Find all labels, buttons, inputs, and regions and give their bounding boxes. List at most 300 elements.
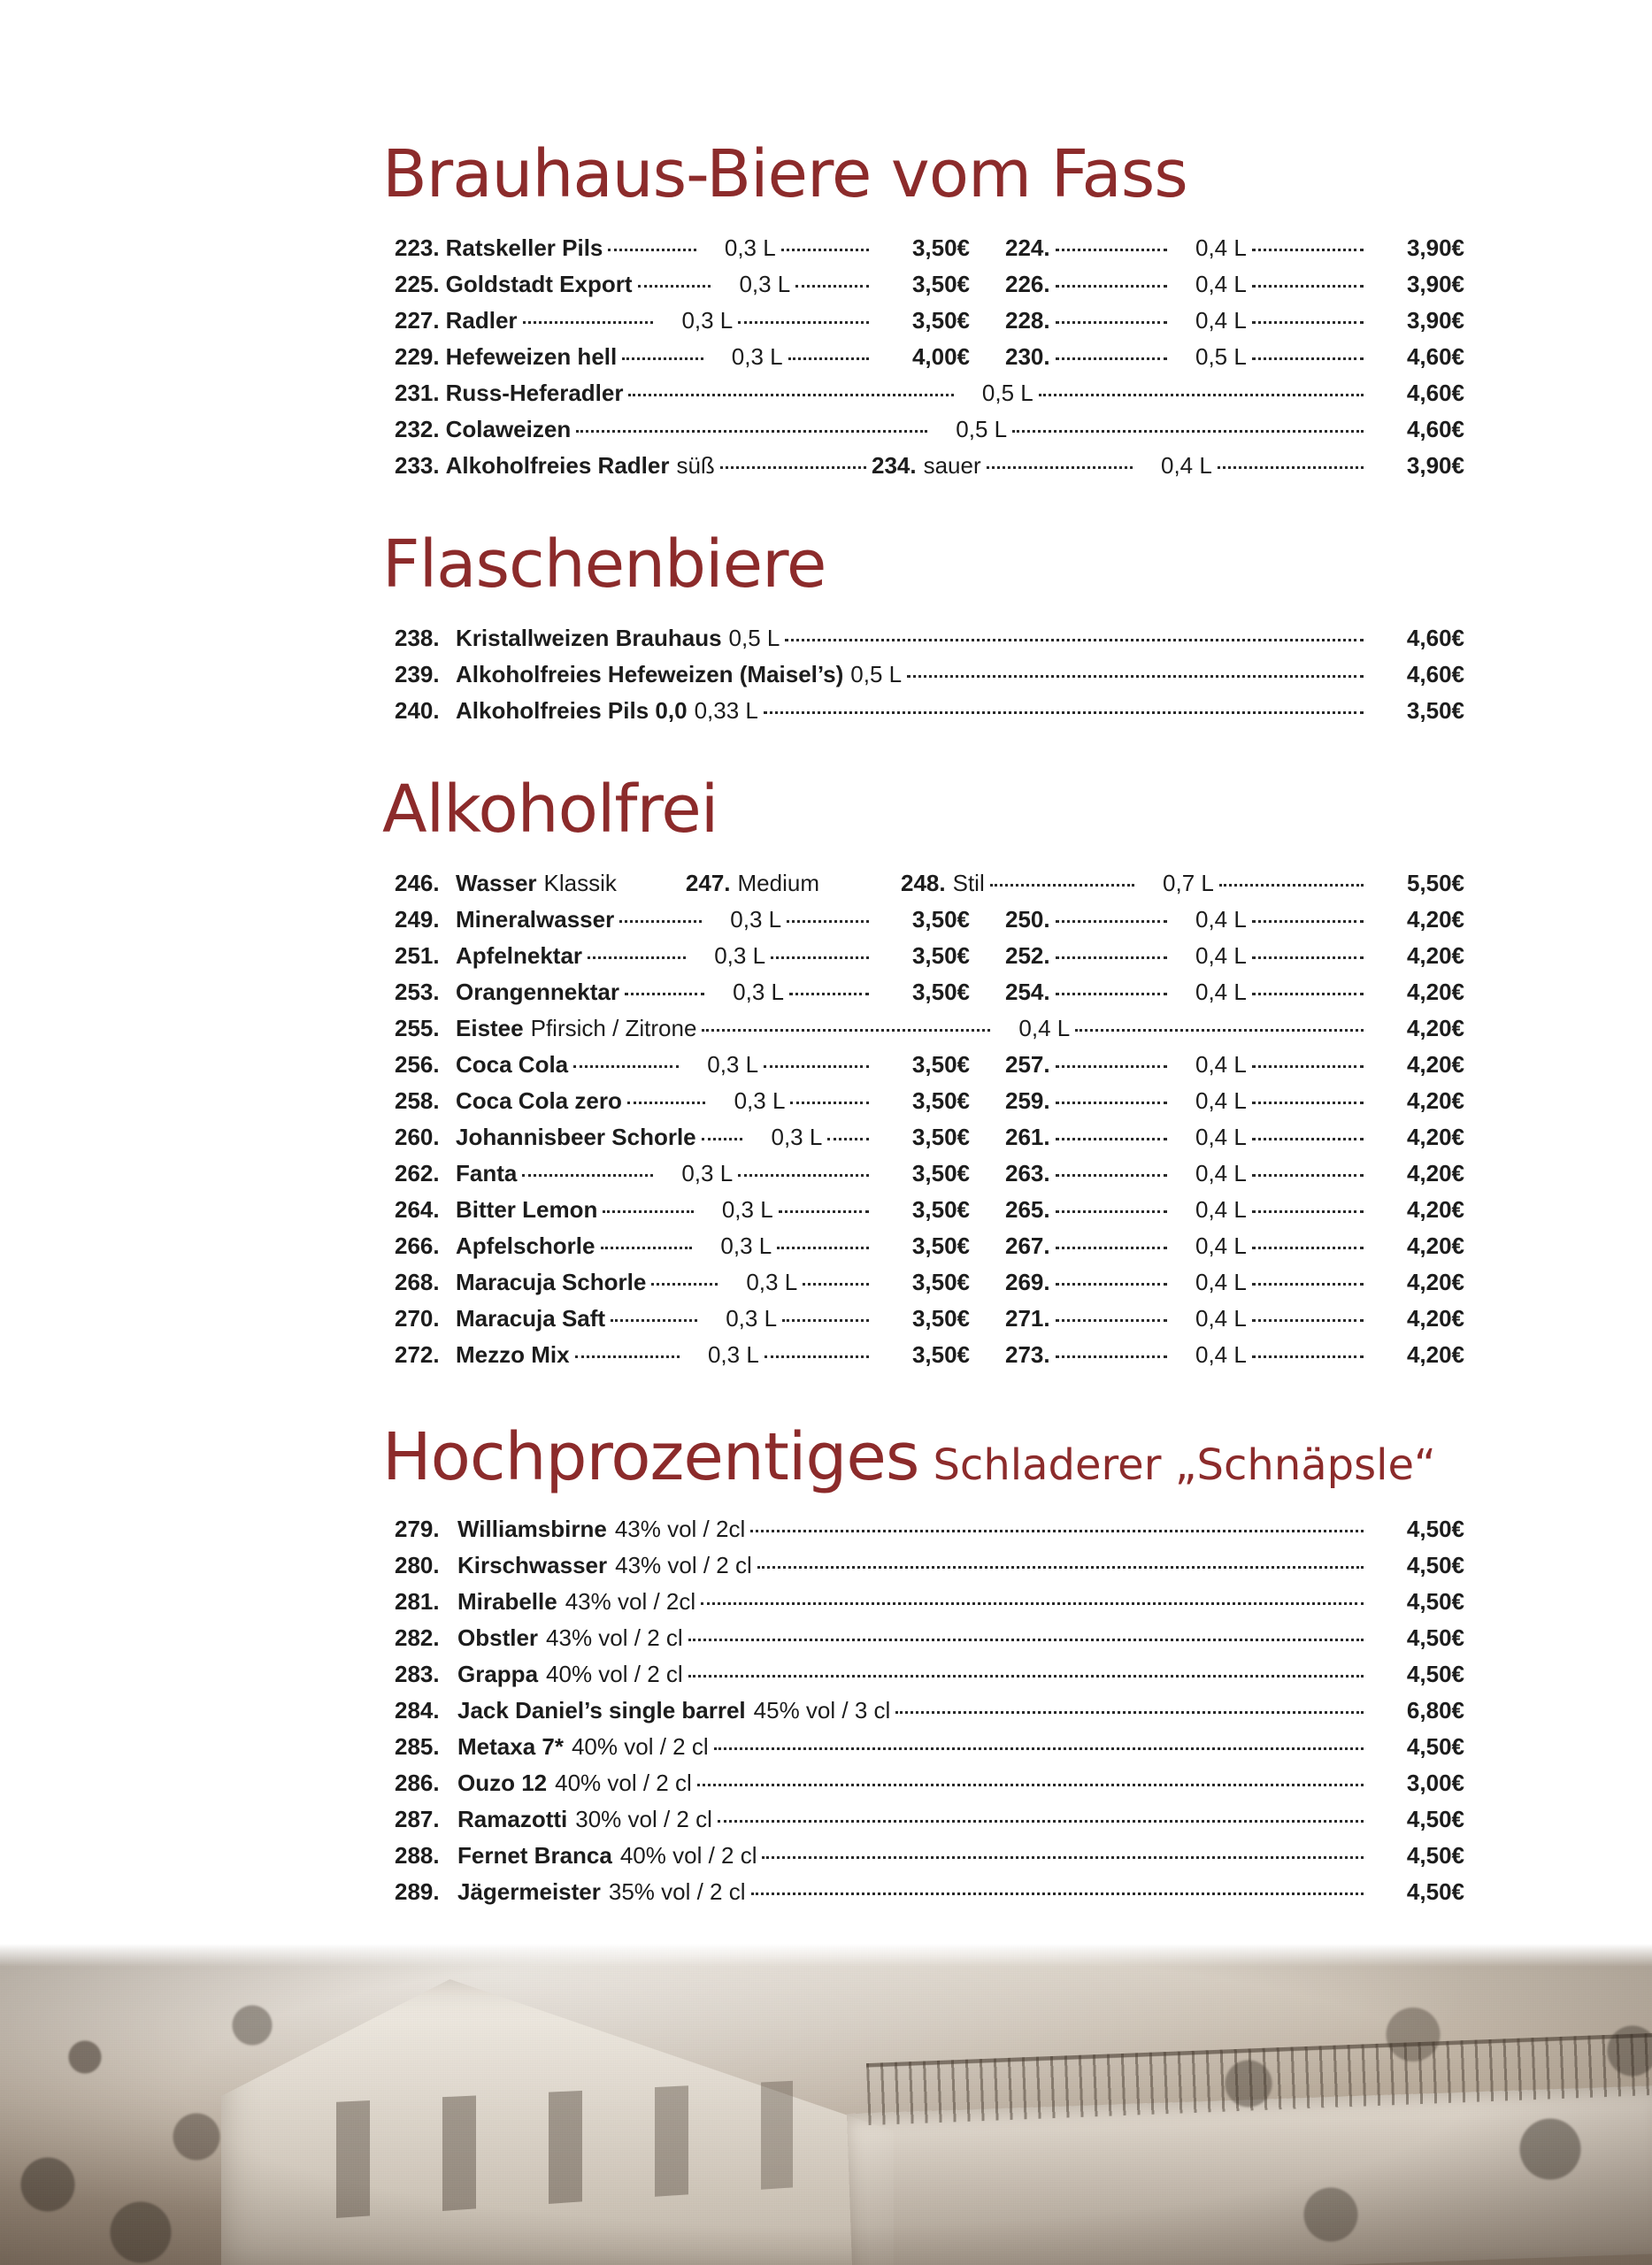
item-name: Alkoholfreies Hefeweizen (Maisel’s) [456,661,844,687]
item-name: Coca Cola zero [456,1087,622,1114]
leader-dots [1056,919,1167,923]
item-number: 281. [395,1588,440,1615]
menu-row [395,1867,1464,1903]
item-price: 4,60€ [1406,416,1465,442]
item-price-alt: 3,90€ [1406,234,1465,261]
item-detail: 30% vol / 2 cl [575,1806,712,1832]
item-price: 4,50€ [1406,1842,1464,1869]
menu-row [395,613,1464,649]
item-name: Orangennektar [456,979,619,1005]
item-size: 0,3 L [771,1124,823,1150]
leader-dots [827,1137,869,1140]
item-variant: Klassik [543,870,617,896]
menu-row [395,1794,1464,1831]
item-number: 272. [395,1341,440,1368]
item-price: 3,50€ [911,1341,971,1368]
leader-dots [1252,248,1364,251]
item-size-alt: 0,4 L [1195,1087,1247,1114]
leader-dots [1056,320,1167,324]
item-name: Ouzo 12 [457,1770,548,1796]
item-number-alt: 267. [1005,1232,1050,1259]
item-price-alt: 4,20€ [1406,979,1465,1005]
item-number-alt: 250. [1005,906,1050,933]
item-number-alt: 269. [1005,1269,1050,1295]
item-name: Hefeweizen hell [445,343,618,370]
item-number: 264. [395,1196,440,1223]
item-size: 0,3 L [730,906,782,933]
item-size-alt: 0,4 L [1195,979,1247,1005]
section-title-soft: Alkoholfrei [382,772,718,848]
leader-dots [1252,1137,1364,1140]
menu-row [395,649,1464,686]
menu-row [395,1504,1464,1540]
leader-dots [608,248,695,251]
item-name: Jack Daniel’s single barrel [457,1697,746,1724]
section-rows-soft [395,858,1464,1366]
item-price: 3,50€ [911,906,970,933]
item-size: 0,3 L [707,1051,759,1078]
leader-dots [1039,393,1364,396]
section-title-beer: Brauhaus-Biere vom Fass [382,136,1187,212]
item-price-alt: 4,20€ [1406,1051,1465,1078]
item-name: Alkoholfreies Pils 0,0 [456,697,688,724]
item-name: Apfelschorle [456,1232,595,1259]
item-size-alt: 0,4 L [1195,234,1247,261]
leader-dots [1056,992,1167,995]
item-number-alt: 252. [1005,942,1050,969]
menu-row [395,1649,1464,1685]
item-number-alt: 247. [685,870,731,896]
item-number: 287. [395,1806,440,1832]
item-name: Williamsbirne [457,1516,607,1542]
item-number: 289. [395,1878,440,1905]
item-number: 231. [395,380,440,406]
item-number: 266. [395,1232,440,1259]
item-variant-alt: sauer [923,452,981,479]
leader-dots [1012,429,1364,433]
leader-dots [1252,1173,1364,1177]
item-price-alt: 4,20€ [1406,1160,1465,1186]
item-detail: 45% vol / 3 cl [753,1697,891,1724]
item-number-alt: 263. [1005,1160,1050,1186]
item-price: 3,50€ [911,1269,970,1295]
item-price: 3,50€ [1406,697,1464,724]
item-detail: 40% vol / 2 cl [571,1733,709,1760]
item-name: Johannisbeer Schorle [456,1124,696,1150]
item-number: 238. [395,625,440,651]
leader-dots [702,1137,743,1140]
menu-row [395,1185,1464,1221]
item-name: Metaxa 7* [457,1733,564,1760]
item-number-alt: 230. [1005,343,1050,370]
item-price: 3,00€ [1406,1770,1464,1796]
item-number: 225. [395,271,440,297]
section-rows-spirits [395,1504,1464,1903]
leader-dots [1252,1318,1364,1322]
item-name: Apfelnektar [456,942,583,969]
item-size-alt: 0,4 L [1195,1160,1247,1186]
leader-dots [651,1282,718,1286]
menu-row [395,1076,1464,1112]
item-size: 0,3 L [681,307,734,334]
leader-dots [785,638,1364,641]
leader-dots [1056,1246,1167,1249]
menu-row [395,1257,1464,1294]
item-number: 255. [395,1015,440,1041]
item-size: 0,3 L [724,234,776,261]
item-number: 286. [395,1770,440,1796]
menu-row [395,368,1464,404]
leader-dots [628,393,953,396]
leader-dots [1056,357,1167,360]
item-price: 3,90€ [1406,452,1464,479]
item-price-alt: 4,20€ [1406,1341,1465,1368]
item-size-alt: 0,5 L [1195,343,1247,370]
item-number: 249. [395,906,440,933]
item-size: 0,3 L [681,1160,734,1186]
menu-row [395,858,1464,894]
menu-row [395,1112,1464,1148]
item-size-alt: 0,4 L [1195,942,1247,969]
menu-row [395,223,1464,259]
item-detail: 40% vol / 2 cl [546,1661,683,1687]
item-price: 4,50€ [1406,1806,1464,1832]
leader-dots [1252,919,1364,923]
leader-dots [627,1101,706,1104]
item-price: 4,50€ [1406,1733,1464,1760]
leader-dots [1056,1137,1167,1140]
leader-dots [782,1318,869,1322]
item-size: 0,5 L [956,416,1008,442]
leader-dots [738,1173,869,1177]
leader-dots [1056,956,1167,959]
photo-vignette [0,1944,1652,2265]
leader-dots [738,320,869,324]
item-price-alt: 4,20€ [1406,1232,1465,1259]
menu-row [395,1685,1464,1722]
leader-dots [1252,1282,1364,1286]
item-price: 3,50€ [911,1160,970,1186]
item-price: 5,50€ [1406,870,1465,896]
leader-dots [803,1282,869,1286]
item-number: 262. [395,1160,440,1186]
leader-dots [701,1601,1364,1605]
leader-dots [764,1064,869,1068]
item-price: 3,50€ [911,1305,971,1332]
item-name: Bitter Lemon [456,1196,598,1223]
leader-dots [720,465,866,469]
menu-row [395,1540,1464,1577]
section-subtitle-spirits: Schladerer „Schnäpsle“ [933,1440,1436,1490]
item-number-alt: 265. [1005,1196,1050,1223]
leader-dots [1056,1282,1167,1286]
item-detail: 40% vol / 2 cl [555,1770,692,1796]
menu-row [395,1758,1464,1794]
leader-dots [987,465,1133,469]
item-name: Russ-Heferadler [445,380,624,406]
item-number-alt: 226. [1005,271,1050,297]
item-size-alt: 0,4 L [1195,271,1247,297]
item-name: Obstler [457,1624,539,1651]
item-price: 4,00€ [911,343,971,370]
menu-row [395,931,1464,967]
leader-dots [907,674,1364,678]
leader-dots [990,883,1134,887]
item-variant-alt2: Stil [952,870,985,896]
section-rows-bottles [395,613,1464,722]
menu-row [395,967,1464,1003]
item-detail: 43% vol / 2 cl [546,1624,683,1651]
item-number: 223. [395,234,440,261]
leader-dots [1056,284,1167,288]
leader-dots [622,357,703,360]
item-detail: 43% vol / 2 cl [615,1552,752,1578]
item-price-alt: 4,20€ [1406,1305,1465,1332]
item-number: 284. [395,1697,440,1724]
menu-row [395,1722,1464,1758]
item-name: Kristallweizen Brauhaus [456,625,722,651]
item-price-alt: 3,90€ [1406,307,1465,334]
item-size: 0,7 L [1163,870,1214,896]
item-number: 253. [395,979,440,1005]
item-size: 0,3 L [720,1232,772,1259]
item-name: Fernet Branca [457,1842,612,1869]
leader-dots [697,1783,1364,1786]
menu-row [395,894,1464,931]
leader-dots [789,992,869,995]
item-number: 268. [395,1269,440,1295]
item-price-alt: 4,20€ [1406,906,1465,933]
item-name: Fanta [456,1160,518,1186]
leader-dots [576,429,927,433]
item-number-alt: 273. [1005,1341,1050,1368]
item-number-alt: 257. [1005,1051,1050,1078]
leader-dots [611,1318,697,1322]
item-price: 6,80€ [1406,1697,1464,1724]
item-variant-alt: Medium [737,870,819,896]
item-size: 0,5 L [981,380,1033,406]
item-name: Mineralwasser [456,906,615,933]
leader-dots [1252,956,1364,959]
leader-dots [779,1209,869,1213]
menu-row [395,296,1464,332]
menu-row [395,441,1464,477]
menu-row [395,404,1464,441]
item-number-alt: 234. [871,452,917,479]
item-number: 229. [395,343,440,370]
leader-dots [714,1747,1364,1750]
item-price-alt: 4,60€ [1406,343,1465,370]
leader-dots [751,1892,1364,1895]
item-price: 3,50€ [911,271,971,297]
item-name: Mezzo Mix [456,1341,570,1368]
leader-dots [771,956,869,959]
item-size-alt: 0,4 L [1195,1269,1247,1295]
menu-row [395,1294,1464,1330]
item-number: 282. [395,1624,440,1651]
item-number: 233. [395,452,440,479]
leader-dots [1056,1318,1167,1322]
item-price: 4,50€ [1406,1552,1464,1578]
section-title-spirits [382,1419,1464,1495]
leader-dots [1252,992,1364,995]
leader-dots [1056,1209,1167,1213]
item-price-alt: 4,20€ [1406,1269,1465,1295]
item-size: 0,3 L [707,1341,759,1368]
menu-content [380,136,1465,1905]
section-rows-beer [395,223,1464,477]
item-number-alt: 254. [1005,979,1050,1005]
leader-dots [762,1855,1364,1859]
item-price: 4,60€ [1406,625,1464,651]
leader-dots [1252,357,1364,360]
item-number-alt: 224. [1005,234,1050,261]
item-number: 239. [395,661,440,687]
item-price: 4,50€ [1406,1624,1464,1651]
leader-dots [1219,883,1364,887]
leader-dots [781,248,869,251]
leader-dots [895,1710,1364,1714]
item-name: Eistee [456,1015,524,1041]
item-size-alt: 0,4 L [1195,906,1247,933]
item-number: 251. [395,942,440,969]
item-number: 280. [395,1552,440,1578]
item-size-alt: 0,4 L [1195,1232,1247,1259]
leader-dots [1056,248,1167,251]
item-price: 3,50€ [911,1087,971,1114]
item-price-alt: 3,90€ [1406,271,1465,297]
section-title-bottles: Flaschenbiere [382,526,826,603]
item-price: 4,60€ [1406,661,1464,687]
leader-dots [750,1529,1364,1532]
item-size: 0,3 L [739,271,791,297]
item-price: 3,50€ [911,234,971,261]
menu-row [395,1613,1464,1649]
item-name: Maracuja Saft [456,1305,606,1332]
item-name: Wasser [456,870,537,896]
menu-row [395,332,1464,368]
leader-dots [588,956,686,959]
leader-dots [790,1101,869,1104]
item-price-alt: 4,20€ [1406,942,1465,969]
leader-dots [1252,1064,1364,1068]
item-variant: Pfirsich / Zitrone [530,1015,697,1041]
leader-dots [688,1674,1364,1678]
item-price: 4,50€ [1406,1661,1464,1687]
item-price: 4,20€ [1406,1015,1464,1041]
item-size: 0,3 L [714,942,766,969]
item-name: Mirabelle [457,1588,557,1615]
leader-dots [718,1819,1364,1823]
leader-dots [1056,1173,1167,1177]
item-number: 232. [395,416,440,442]
leader-dots [573,1064,679,1068]
leader-dots [788,357,869,360]
item-size: 0,3 L [746,1269,798,1295]
item-size: 0,3 L [731,343,783,370]
leader-dots [1252,1355,1364,1358]
leader-dots [787,919,869,923]
item-number: 260. [395,1124,440,1150]
leader-dots [1252,320,1364,324]
menu-row [395,1831,1464,1867]
item-name: Ratskeller Pils [445,234,603,261]
item-detail: 43% vol / 2cl [614,1516,746,1542]
item-number: 270. [395,1305,440,1332]
leader-dots [1252,1246,1364,1249]
item-price: 4,50€ [1406,1516,1464,1542]
item-number-alt: 271. [1005,1305,1050,1332]
item-size: 0,33 L [694,697,758,724]
leader-dots [688,1638,1364,1641]
item-price: 3,50€ [911,1196,970,1223]
item-size: 0,3 L [733,979,784,1005]
photo-top-fade [0,1944,1652,1967]
item-detail: 43% vol / 2cl [565,1588,696,1615]
item-price-alt: 4,20€ [1406,1196,1465,1223]
leader-dots [702,1028,990,1032]
leader-dots [625,992,704,995]
item-detail: 35% vol / 2 cl [608,1878,746,1905]
item-size: 0,5 L [850,661,903,687]
item-price: 3,50€ [911,1051,970,1078]
leader-dots [523,320,654,324]
leader-dots [619,919,702,923]
item-detail: 40% vol / 2 cl [619,1842,757,1869]
item-number: 246. [395,870,440,896]
item-size-alt: 0,4 L [1195,1305,1247,1332]
menu-row [395,1040,1464,1076]
leader-dots [795,284,869,288]
item-number: 227. [395,307,440,334]
item-number-alt: 259. [1005,1087,1050,1114]
item-size: 0,4 L [1160,452,1212,479]
leader-dots [1218,465,1364,469]
leader-dots [764,710,1364,714]
leader-dots [1056,1064,1167,1068]
item-price: 3,50€ [911,1124,970,1150]
item-name: Colaweizen [445,416,572,442]
item-number: 288. [395,1842,440,1869]
item-name: Ramazotti [457,1806,568,1832]
item-number: 258. [395,1087,440,1114]
item-number: 283. [395,1661,440,1687]
item-size: 0,3 L [726,1305,778,1332]
item-number-alt: 228. [1005,307,1050,334]
item-size: 0,3 L [734,1087,786,1114]
item-name: Jägermeister [457,1878,601,1905]
menu-row [395,1221,1464,1257]
menu-row [395,1148,1464,1185]
item-number: 256. [395,1051,440,1078]
menu-row [395,686,1464,722]
item-price: 3,50€ [911,979,971,1005]
item-name: Kirschwasser [457,1552,608,1578]
item-size-alt: 0,4 L [1195,307,1247,334]
item-size-alt: 0,4 L [1195,1051,1247,1078]
item-number-alt2: 248. [901,870,946,896]
item-number: 240. [395,697,440,724]
menu-row [395,1330,1464,1366]
item-name: Radler [445,307,518,334]
item-name: Coca Cola [456,1051,569,1078]
leader-dots [1252,1101,1364,1104]
item-price-alt: 4,20€ [1406,1087,1465,1114]
item-name: Alkoholfreies Radler [445,452,670,479]
item-size-alt: 0,4 L [1195,1124,1247,1150]
item-number-alt: 261. [1005,1124,1050,1150]
item-price: 4,50€ [1406,1588,1464,1615]
